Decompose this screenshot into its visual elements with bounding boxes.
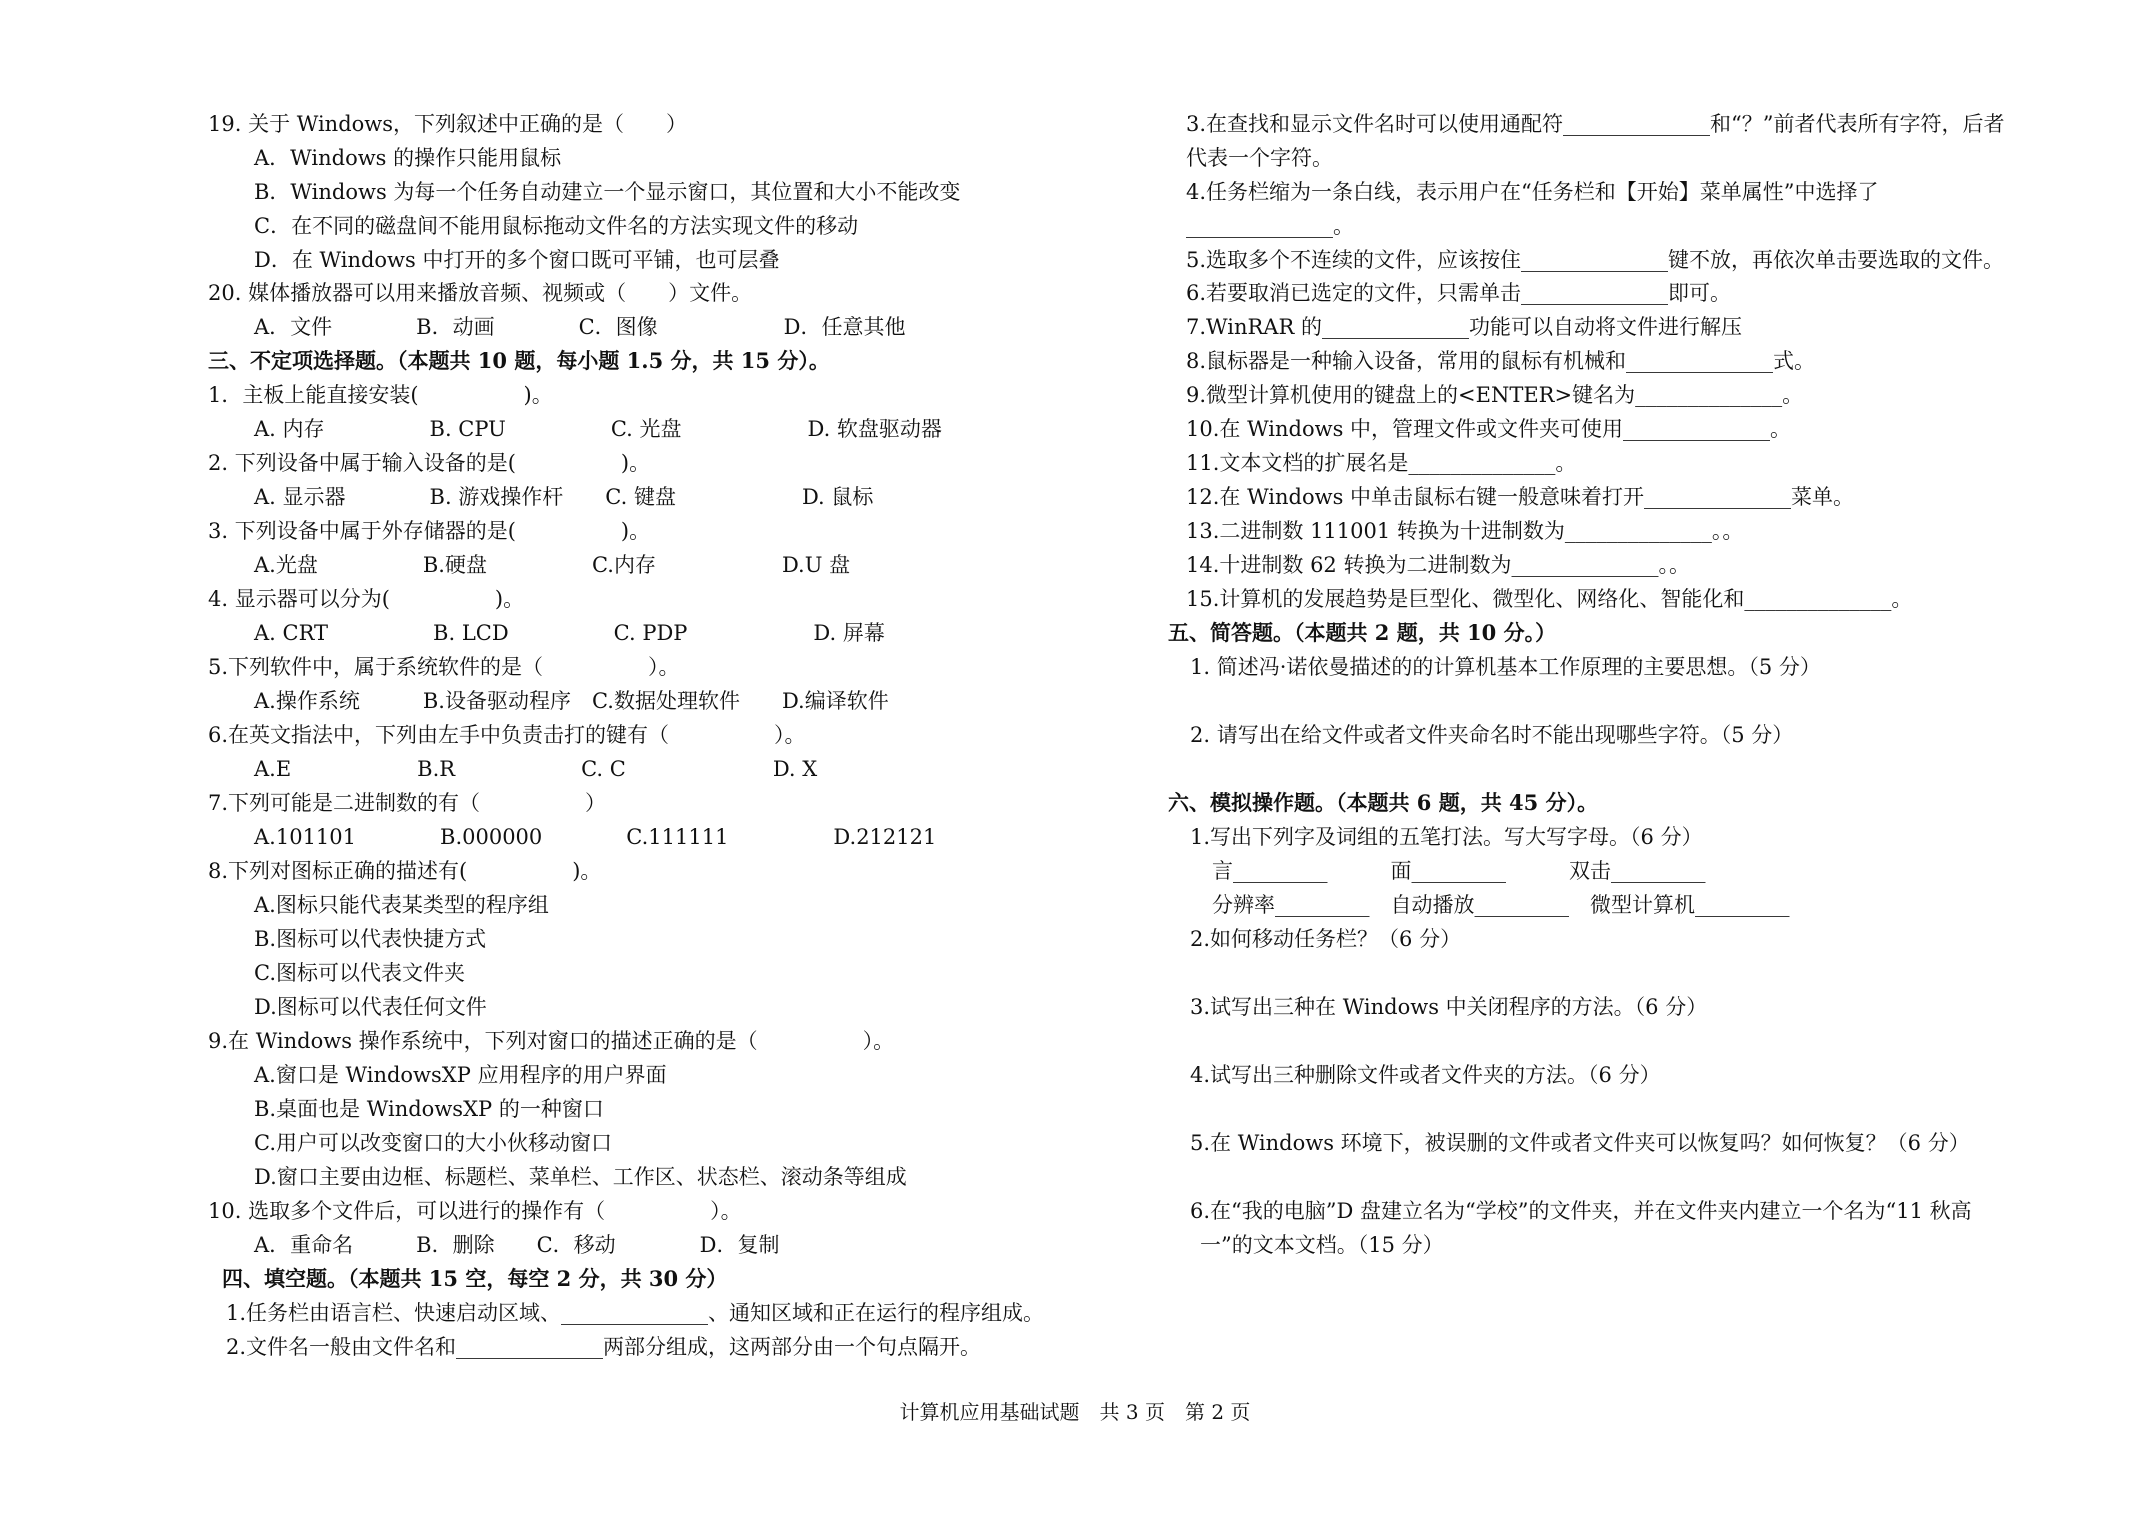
- exam-line: 言_________ 面_________ 双击_________: [1212, 859, 1706, 883]
- exam-line: 分辨率_________ 自动播放_________ 微型计算机_________: [1212, 893, 1790, 917]
- exam-line: A.光盘 B.硬盘 C.内存 D.U 盘: [254, 553, 851, 577]
- exam-line: 10. 选取多个文件后，可以进行的操作有（ ）。: [208, 1199, 742, 1223]
- exam-line: 4.试写出三种删除文件或者文件夹的方法。（6 分）: [1190, 1063, 1661, 1087]
- exam-line: 14.十进制数 62 转换为二进制数为______________。。: [1186, 553, 1690, 577]
- exam-line: C．在不同的磁盘间不能用鼠标拖动文件名的方法实现文件的移动: [254, 214, 859, 238]
- section-heading: 三、不定项选择题。（本题共 10 题，每小题 1.5 分，共 15 分）。: [208, 348, 830, 373]
- exam-line: B．Windows 为每一个任务自动建立一个显示窗口，其位置和大小不能改变: [254, 180, 961, 204]
- exam-line: 2.文件名一般由文件名和______________两部分组成，这两部分由一个句点隔开。: [226, 1335, 982, 1359]
- exam-line: 13.二进制数 111001 转换为十进制数为______________。。: [1186, 519, 1744, 543]
- exam-line: C.图标可以代表文件夹: [254, 961, 465, 985]
- exam-line: 3. 下列设备中属于外存储器的是( )。: [208, 519, 651, 543]
- exam-line: D.窗口主要由边框、标题栏、菜单栏、工作区、状态栏、滚动条等组成: [254, 1165, 907, 1189]
- section-heading: 四、填空题。（本题共 15 空，每空 2 分，共 30 分）: [222, 1266, 728, 1291]
- exam-line: 1.写出下列字及词组的五笔打法。写大写字母。（6 分）: [1190, 825, 1703, 849]
- exam-line: 4.任务栏缩为一条白线，表示用户在“任务栏和【开始】菜单属性”中选择了: [1186, 180, 1879, 204]
- exam-line: 12.在 Windows 中单击鼠标右键一般意味着打开______________菜单。: [1186, 485, 1855, 509]
- exam-line: 1.任务栏由语言栏、快速启动区域、______________、通知区域和正在运行的程序组成。: [226, 1301, 1045, 1325]
- exam-line: 代表一个字符。: [1186, 146, 1333, 170]
- exam-line: 2.如何移动任务栏？（6 分）: [1190, 927, 1462, 951]
- page-footer: 计算机应用基础试题 共 3 页 第 2 页: [899, 1400, 1251, 1424]
- section-heading: 五、简答题。（本题共 2 题，共 10 分。）: [1168, 620, 1557, 645]
- exam-line: 15.计算机的发展趋势是巨型化、微型化、网络化、智能化和______________。: [1186, 587, 1913, 611]
- exam-line: 5.选取多个不连续的文件，应该按住______________键不放，再依次单击要选取的文件。: [1186, 248, 2005, 272]
- exam-line: A. CRT B. LCD C. PDP D. 屏幕: [254, 621, 885, 645]
- exam-line: 7.下列可能是二进制数的有（ ）: [208, 791, 607, 815]
- exam-line: B.桌面也是 WindowsXP 的一种窗口: [254, 1097, 604, 1121]
- exam-line: 6.在英文指法中，下列由左手中负责击打的键有（ ）。: [208, 723, 806, 747]
- exam-line: B.图标可以代表快捷方式: [254, 927, 487, 951]
- exam-line: ______________。: [1186, 214, 1354, 238]
- exam-line: A．Windows 的操作只能用鼠标: [254, 146, 562, 170]
- exam-line: A. 显示器 B. 游戏操作杆 C. 键盘 D. 鼠标: [254, 485, 874, 509]
- exam-line: A.E B.R C. C D. X: [254, 757, 818, 781]
- exam-line: 11.文本文档的扩展名是______________。: [1186, 451, 1577, 475]
- exam-line: 6.若要取消已选定的文件，只需单击______________即可。: [1186, 281, 1732, 305]
- exam-line: 一”的文本文档。（15 分）: [1200, 1233, 1444, 1257]
- exam-line: A.窗口是 WindowsXP 应用程序的用户界面: [254, 1063, 667, 1087]
- exam-line: D．在 Windows 中打开的多个窗口既可平铺，也可层叠: [254, 248, 780, 272]
- section-heading: 六、模拟操作题。（本题共 6 题，共 45 分）。: [1168, 790, 1599, 815]
- exam-line: A.操作系统 B.设备驱动程序 C.数据处理软件 D.编译软件: [254, 689, 889, 713]
- exam-line: 8.鼠标器是一种输入设备，常用的鼠标有机械和______________式。: [1186, 349, 1816, 373]
- exam-line: 2. 下列设备中属于输入设备的是( )。: [208, 451, 651, 475]
- exam-line: 10.在 Windows 中，管理文件或文件夹可使用______________。: [1186, 417, 1792, 441]
- exam-line: 9.微型计算机使用的键盘上的<ENTER>键名为______________。: [1186, 383, 1804, 407]
- exam-line: 3.在查找和显示文件名时可以使用通配符______________和“？”前者代表所有字符，后者: [1186, 112, 2005, 136]
- exam-line: 3.试写出三种在 Windows 中关闭程序的方法。（6 分）: [1190, 995, 1708, 1019]
- exam-line: A. 内存 B. CPU C. 光盘 D. 软盘驱动器: [254, 417, 942, 441]
- exam-line: 2. 请写出在给文件或者文件夹命名时不能出现哪些字符。（5 分）: [1190, 723, 1794, 747]
- exam-line: A．文件 B．动画 C．图像 D．任意其他: [254, 315, 906, 339]
- exam-line: A.101101 B.000000 C.111111 D.212121: [254, 825, 937, 849]
- exam-line: 20. 媒体播放器可以用来播放音频、视频或（ ）文件。: [208, 281, 753, 305]
- exam-line: A．重命名 B．删除 C．移动 D．复制: [254, 1233, 780, 1257]
- exam-line: 5.在 Windows 环境下，被误删的文件或者文件夹可以恢复吗？如何恢复？（6 分）: [1190, 1131, 1970, 1155]
- exam-line: 9.在 Windows 操作系统中，下列对窗口的描述正确的是（ ）。: [208, 1029, 895, 1053]
- exam-line: 4. 显示器可以分为( )。: [208, 587, 525, 611]
- exam-line: A.图标只能代表某类型的程序组: [254, 893, 549, 917]
- exam-line: 5.下列软件中，属于系统软件的是（ ）。: [208, 655, 680, 679]
- exam-line: 1．主板上能直接安装( )。: [208, 383, 553, 407]
- exam-line: 19. 关于 Windows，下列叙述中正确的是（ ）: [208, 112, 688, 136]
- exam-line: 1. 简述冯·诺依曼描述的的计算机基本工作原理的主要思想。（5 分）: [1190, 655, 1821, 679]
- exam-line: D.图标可以代表任何文件: [254, 995, 487, 1019]
- exam-line: C.用户可以改变窗口的大小伙移动窗口: [254, 1131, 612, 1155]
- exam-line: 8.下列对图标正确的描述有( )。: [208, 859, 602, 883]
- exam-line: 6.在“我的电脑”D 盘建立名为“学校”的文件夹，并在文件夹内建立一个名为“11 秋高: [1190, 1199, 1972, 1223]
- exam-line: 7.WinRAR 的______________功能可以自动将文件进行解压: [1186, 315, 1742, 339]
